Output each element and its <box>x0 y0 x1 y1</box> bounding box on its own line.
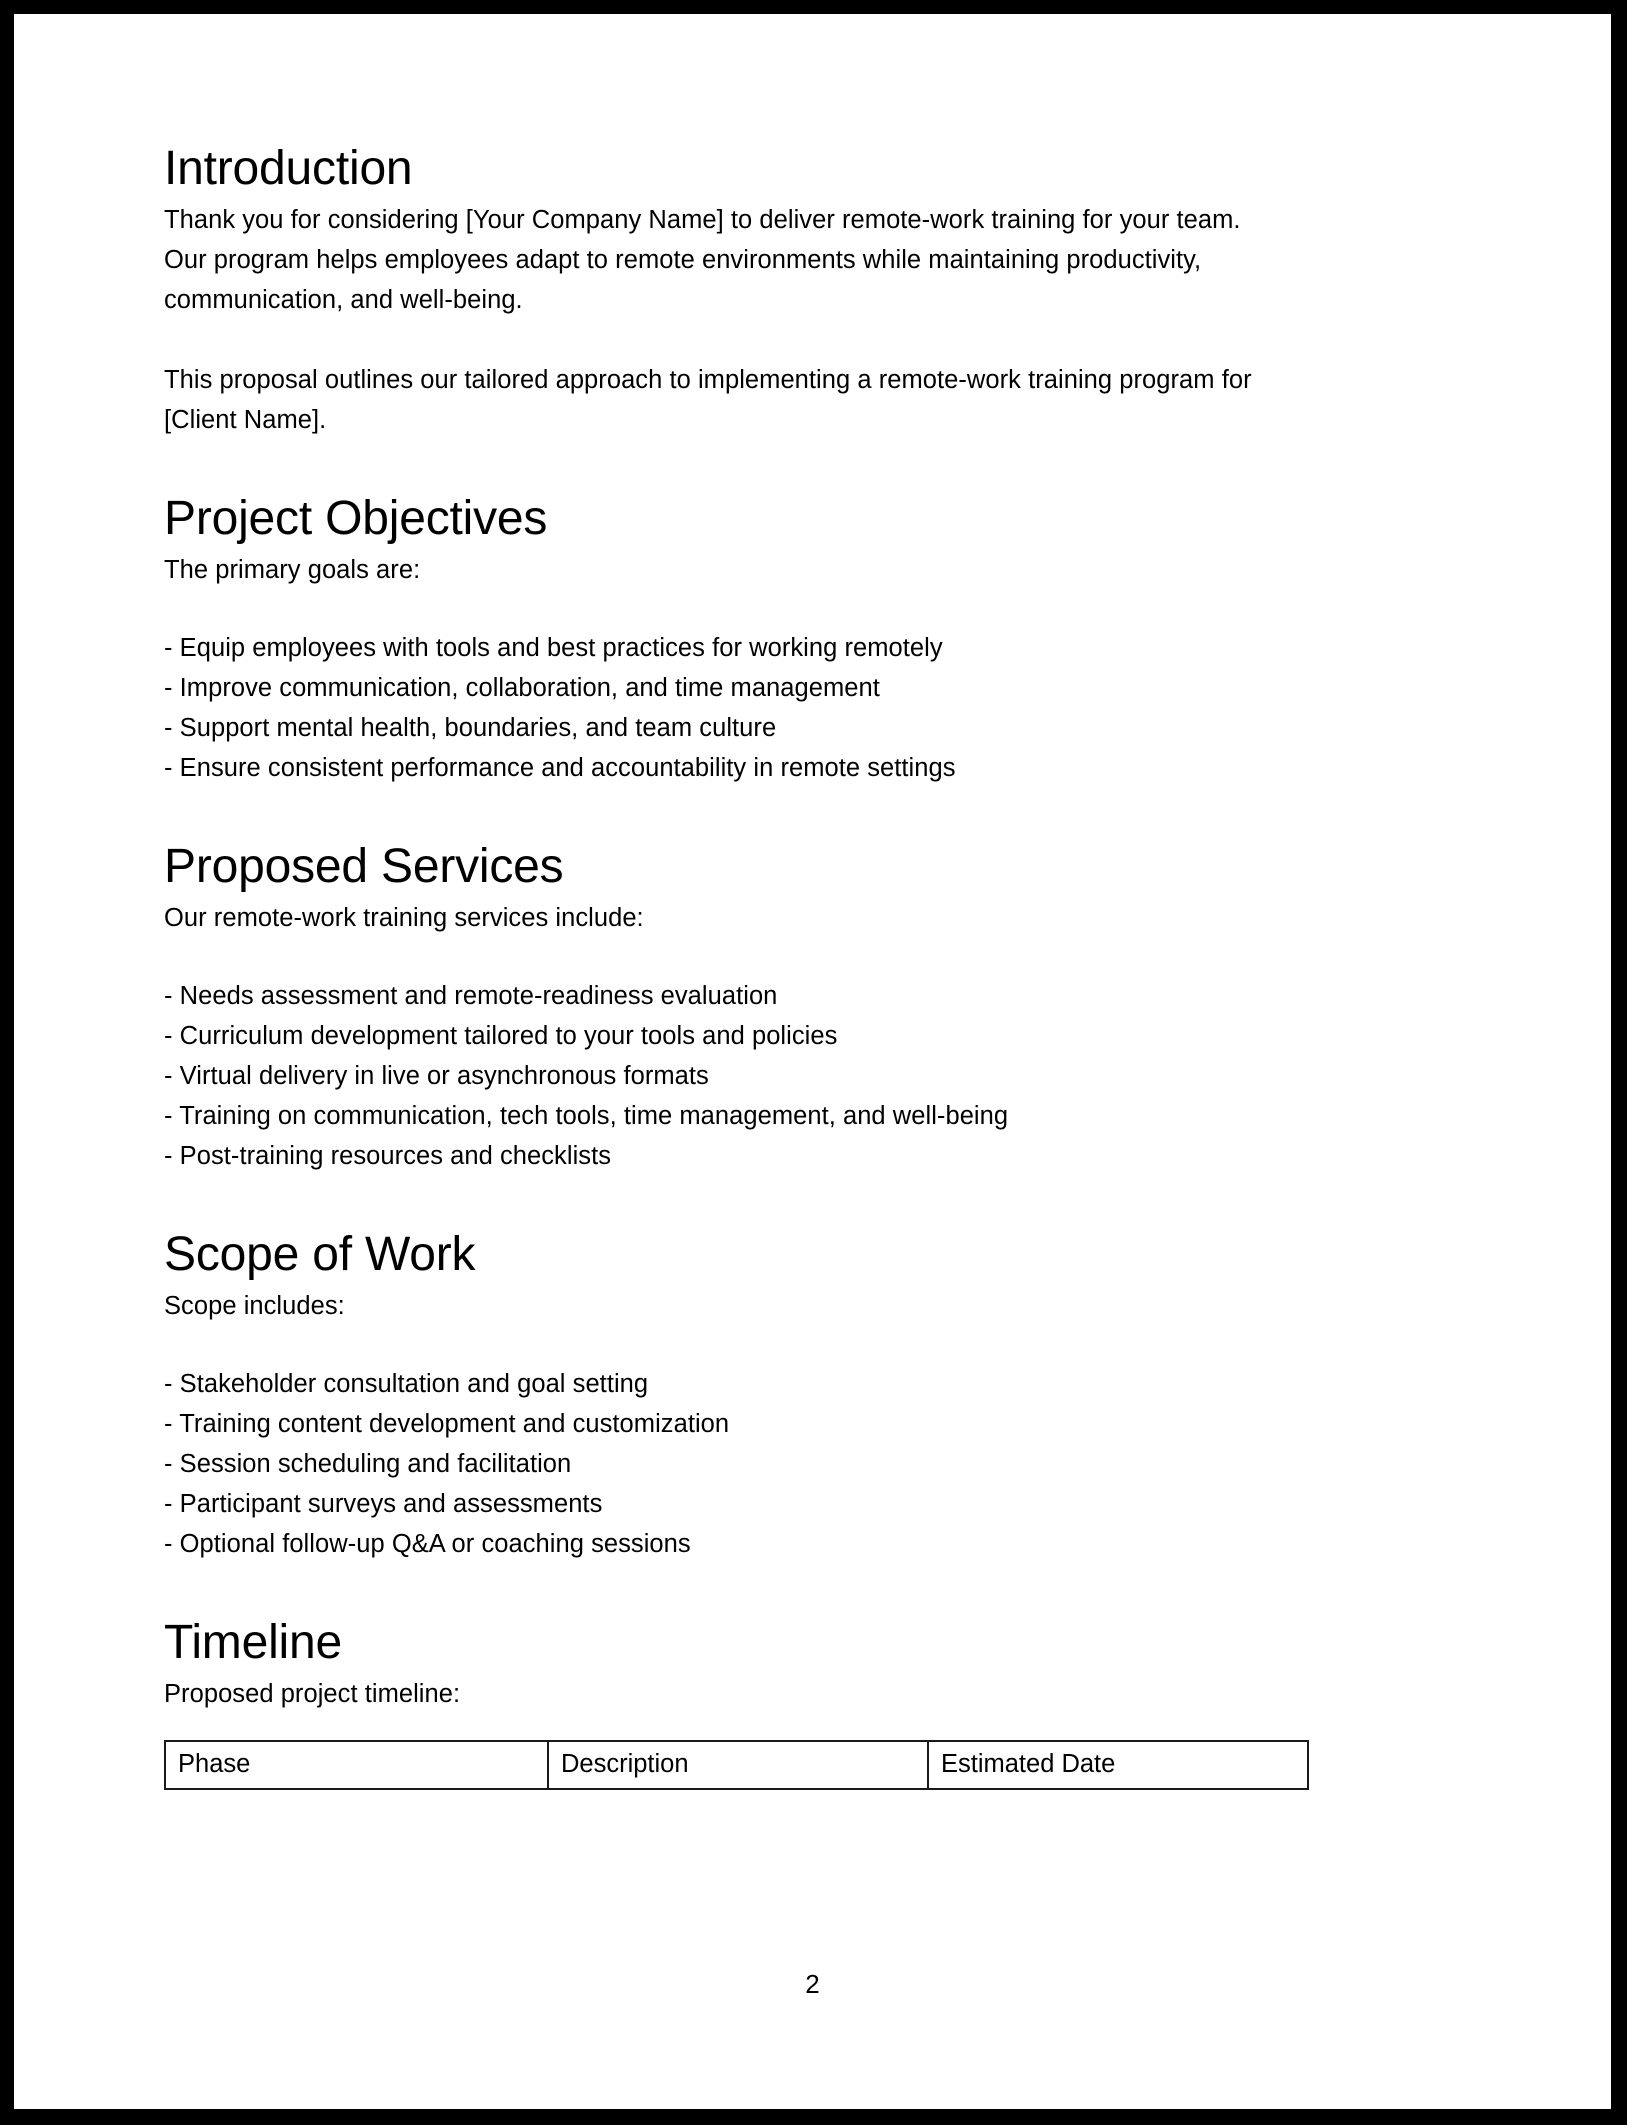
list-item: - Curriculum development tailored to your tools and policies <box>164 1021 838 1050</box>
intro-paragraph-line-1: Thank you for considering [Your Company Name] to deliver remote-work training for your team. <box>164 205 1241 234</box>
intro-paragraph2-line-1: This proposal outlines our tailored approach to implementing a remote-work training program for <box>164 365 1252 394</box>
list-spacer <box>164 590 1494 628</box>
column-header-phase: Phase <box>165 1741 548 1789</box>
objectives-list <box>164 628 1494 788</box>
scope-lead: Scope includes: <box>164 1291 345 1320</box>
heading-timeline: Timeline <box>164 1615 343 1669</box>
timeline-lead: Proposed project timeline: <box>164 1679 461 1708</box>
heading-project-objectives: Project Objectives <box>164 491 548 545</box>
heading-scope-of-work: Scope of Work <box>164 1227 476 1281</box>
heading-proposed-services: Proposed Services <box>164 839 564 893</box>
list-item: - Training content development and customization <box>164 1409 730 1438</box>
section-proposed-services <box>164 839 1494 1176</box>
list-item: - Improve communication, collaboration, and time management <box>164 673 880 702</box>
paragraph-spacer <box>164 320 1494 360</box>
intro-paragraph2-line-2: [Client Name]. <box>164 405 327 434</box>
services-lead: Our remote-work training services include: <box>164 903 644 932</box>
list-spacer <box>164 1326 1494 1364</box>
intro-paragraph-line-2: Our program helps employees adapt to remote environments while maintaining productivity, <box>164 245 1202 274</box>
document-body <box>164 144 1494 1790</box>
timeline-table <box>164 1740 1309 1790</box>
list-item: - Equip employees with tools and best practices for working remotely <box>164 633 943 662</box>
list-item: - Ensure consistent performance and accountability in remote settings <box>164 753 956 782</box>
heading-introduction: Introduction <box>164 142 413 195</box>
list-item: - Training on communication, tech tools, time management, and well-being <box>164 1101 1009 1130</box>
intro-paragraph-line-3: communication, and well-being. <box>164 285 523 314</box>
list-item: - Participant surveys and assessments <box>164 1489 603 1518</box>
objectives-lead: The primary goals are: <box>164 555 421 584</box>
section-timeline <box>164 1615 1494 1790</box>
scope-list <box>164 1364 1494 1564</box>
services-list <box>164 976 1494 1176</box>
list-item: - Session scheduling and facilitation <box>164 1449 572 1478</box>
page-sheet <box>14 14 1611 2109</box>
column-header-description: Description <box>548 1741 928 1789</box>
list-item: - Virtual delivery in live or asynchronous formats <box>164 1061 709 1090</box>
list-item: - Stakeholder consultation and goal setting <box>164 1369 649 1398</box>
list-item: - Needs assessment and remote-readiness evaluation <box>164 981 778 1010</box>
section-project-objectives <box>164 491 1494 788</box>
list-spacer <box>164 938 1494 976</box>
page-number: 2 <box>805 1969 820 1999</box>
list-item: - Support mental health, boundaries, and team culture <box>164 713 777 742</box>
list-item: - Post-training resources and checklists <box>164 1141 612 1170</box>
section-introduction <box>164 144 1494 440</box>
column-header-estimated-date: Estimated Date <box>928 1741 1308 1789</box>
table-header-row <box>165 1741 1308 1789</box>
section-scope-of-work <box>164 1227 1494 1564</box>
list-item: - Optional follow-up Q&A or coaching sessions <box>164 1529 691 1558</box>
